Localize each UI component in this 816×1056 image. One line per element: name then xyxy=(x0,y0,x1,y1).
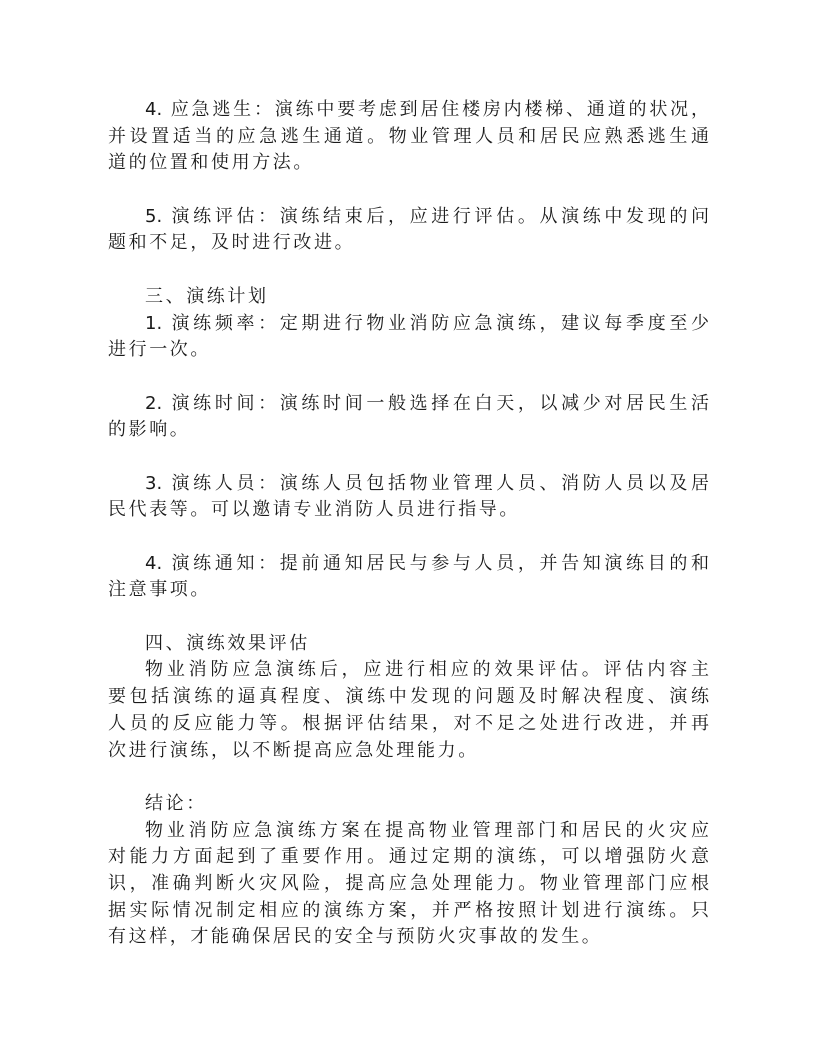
text-line: 据实际情况制定相应的演练方案，并严格按照计划进行演练。只 xyxy=(108,899,709,921)
text-line: 4. 演练通知：提前通知居民与参与人员，并告知演练目的和 xyxy=(145,552,709,574)
text-line: 有这样，才能确保居民的安全与预防火灾事故的发生。 xyxy=(108,926,603,948)
text-line: 四、演练效果评估 xyxy=(145,632,310,654)
text-line: 次进行演练，以不断提高应急处理能力。 xyxy=(108,739,479,761)
text-line: 对能力方面起到了重要作用。通过定期的演练，可以增强防火意 xyxy=(108,846,709,868)
text-line: 3. 演练人员：演练人员包括物业管理人员、消防人员以及居 xyxy=(145,472,709,494)
text-line: 的影响。 xyxy=(108,419,191,441)
document-page xyxy=(108,97,709,951)
text-line: 民代表等。可以邀请专业消防人员进行指导。 xyxy=(108,499,520,521)
text-line: 结论： xyxy=(145,792,207,814)
blank-line xyxy=(108,257,709,284)
paragraph-drill-time xyxy=(108,391,709,444)
heading-section-3-heading xyxy=(108,284,709,311)
blank-line xyxy=(108,444,709,471)
text-line: 三、演练计划 xyxy=(145,285,269,307)
text-line: 1. 演练频率：定期进行物业消防应急演练，建议每季度至少 xyxy=(145,312,709,334)
text-line: 物业消防应急演练方案在提高物业管理部门和居民的火灾应 xyxy=(145,819,709,841)
paragraph-drill-notice xyxy=(108,551,709,604)
blank-line xyxy=(108,604,709,631)
blank-line xyxy=(108,764,709,791)
text-line: 要包括演练的逼真程度、演练中发现的问题及时解决程度、演练 xyxy=(108,686,709,708)
blank-line xyxy=(108,524,709,551)
text-line: 物业消防应急演练后，应进行相应的效果评估。评估内容主 xyxy=(145,659,709,681)
paragraph-drill-personnel xyxy=(108,471,709,524)
text-line: 人员的反应能力等。根据评估结果，对不足之处进行改进，并再 xyxy=(108,712,709,734)
heading-section-4-heading xyxy=(108,631,709,658)
text-line: 进行一次。 xyxy=(108,339,211,361)
paragraph-drill-evaluation xyxy=(108,204,709,257)
text-line: 道的位置和使用方法。 xyxy=(108,152,314,174)
blank-line xyxy=(108,177,709,204)
blank-line xyxy=(108,364,709,391)
paragraph-conclusion-body xyxy=(108,818,709,951)
paragraph-drill-frequency xyxy=(108,311,709,364)
paragraph-effect-evaluation xyxy=(108,657,709,764)
text-line: 注意事项。 xyxy=(108,579,211,601)
heading-conclusion-heading xyxy=(108,791,709,818)
text-line: 4. 应急逃生：演练中要考虑到居住楼房内楼梯、通道的状况， xyxy=(145,99,709,120)
text-line: 并设置适当的应急逃生通道。物业管理人员和居民应熟悉逃生通 xyxy=(108,125,709,147)
text-line: 识，准确判断火灾风险，提高应急处理能力。物业管理部门应根 xyxy=(108,872,709,894)
paragraph-emergency-escape xyxy=(108,97,709,177)
text-line: 题和不足，及时进行改进。 xyxy=(108,232,356,254)
text-line: 5. 演练评估：演练结束后，应进行评估。从演练中发现的问 xyxy=(145,205,709,227)
text-line: 2. 演练时间：演练时间一般选择在白天，以减少对居民生活 xyxy=(145,392,709,414)
